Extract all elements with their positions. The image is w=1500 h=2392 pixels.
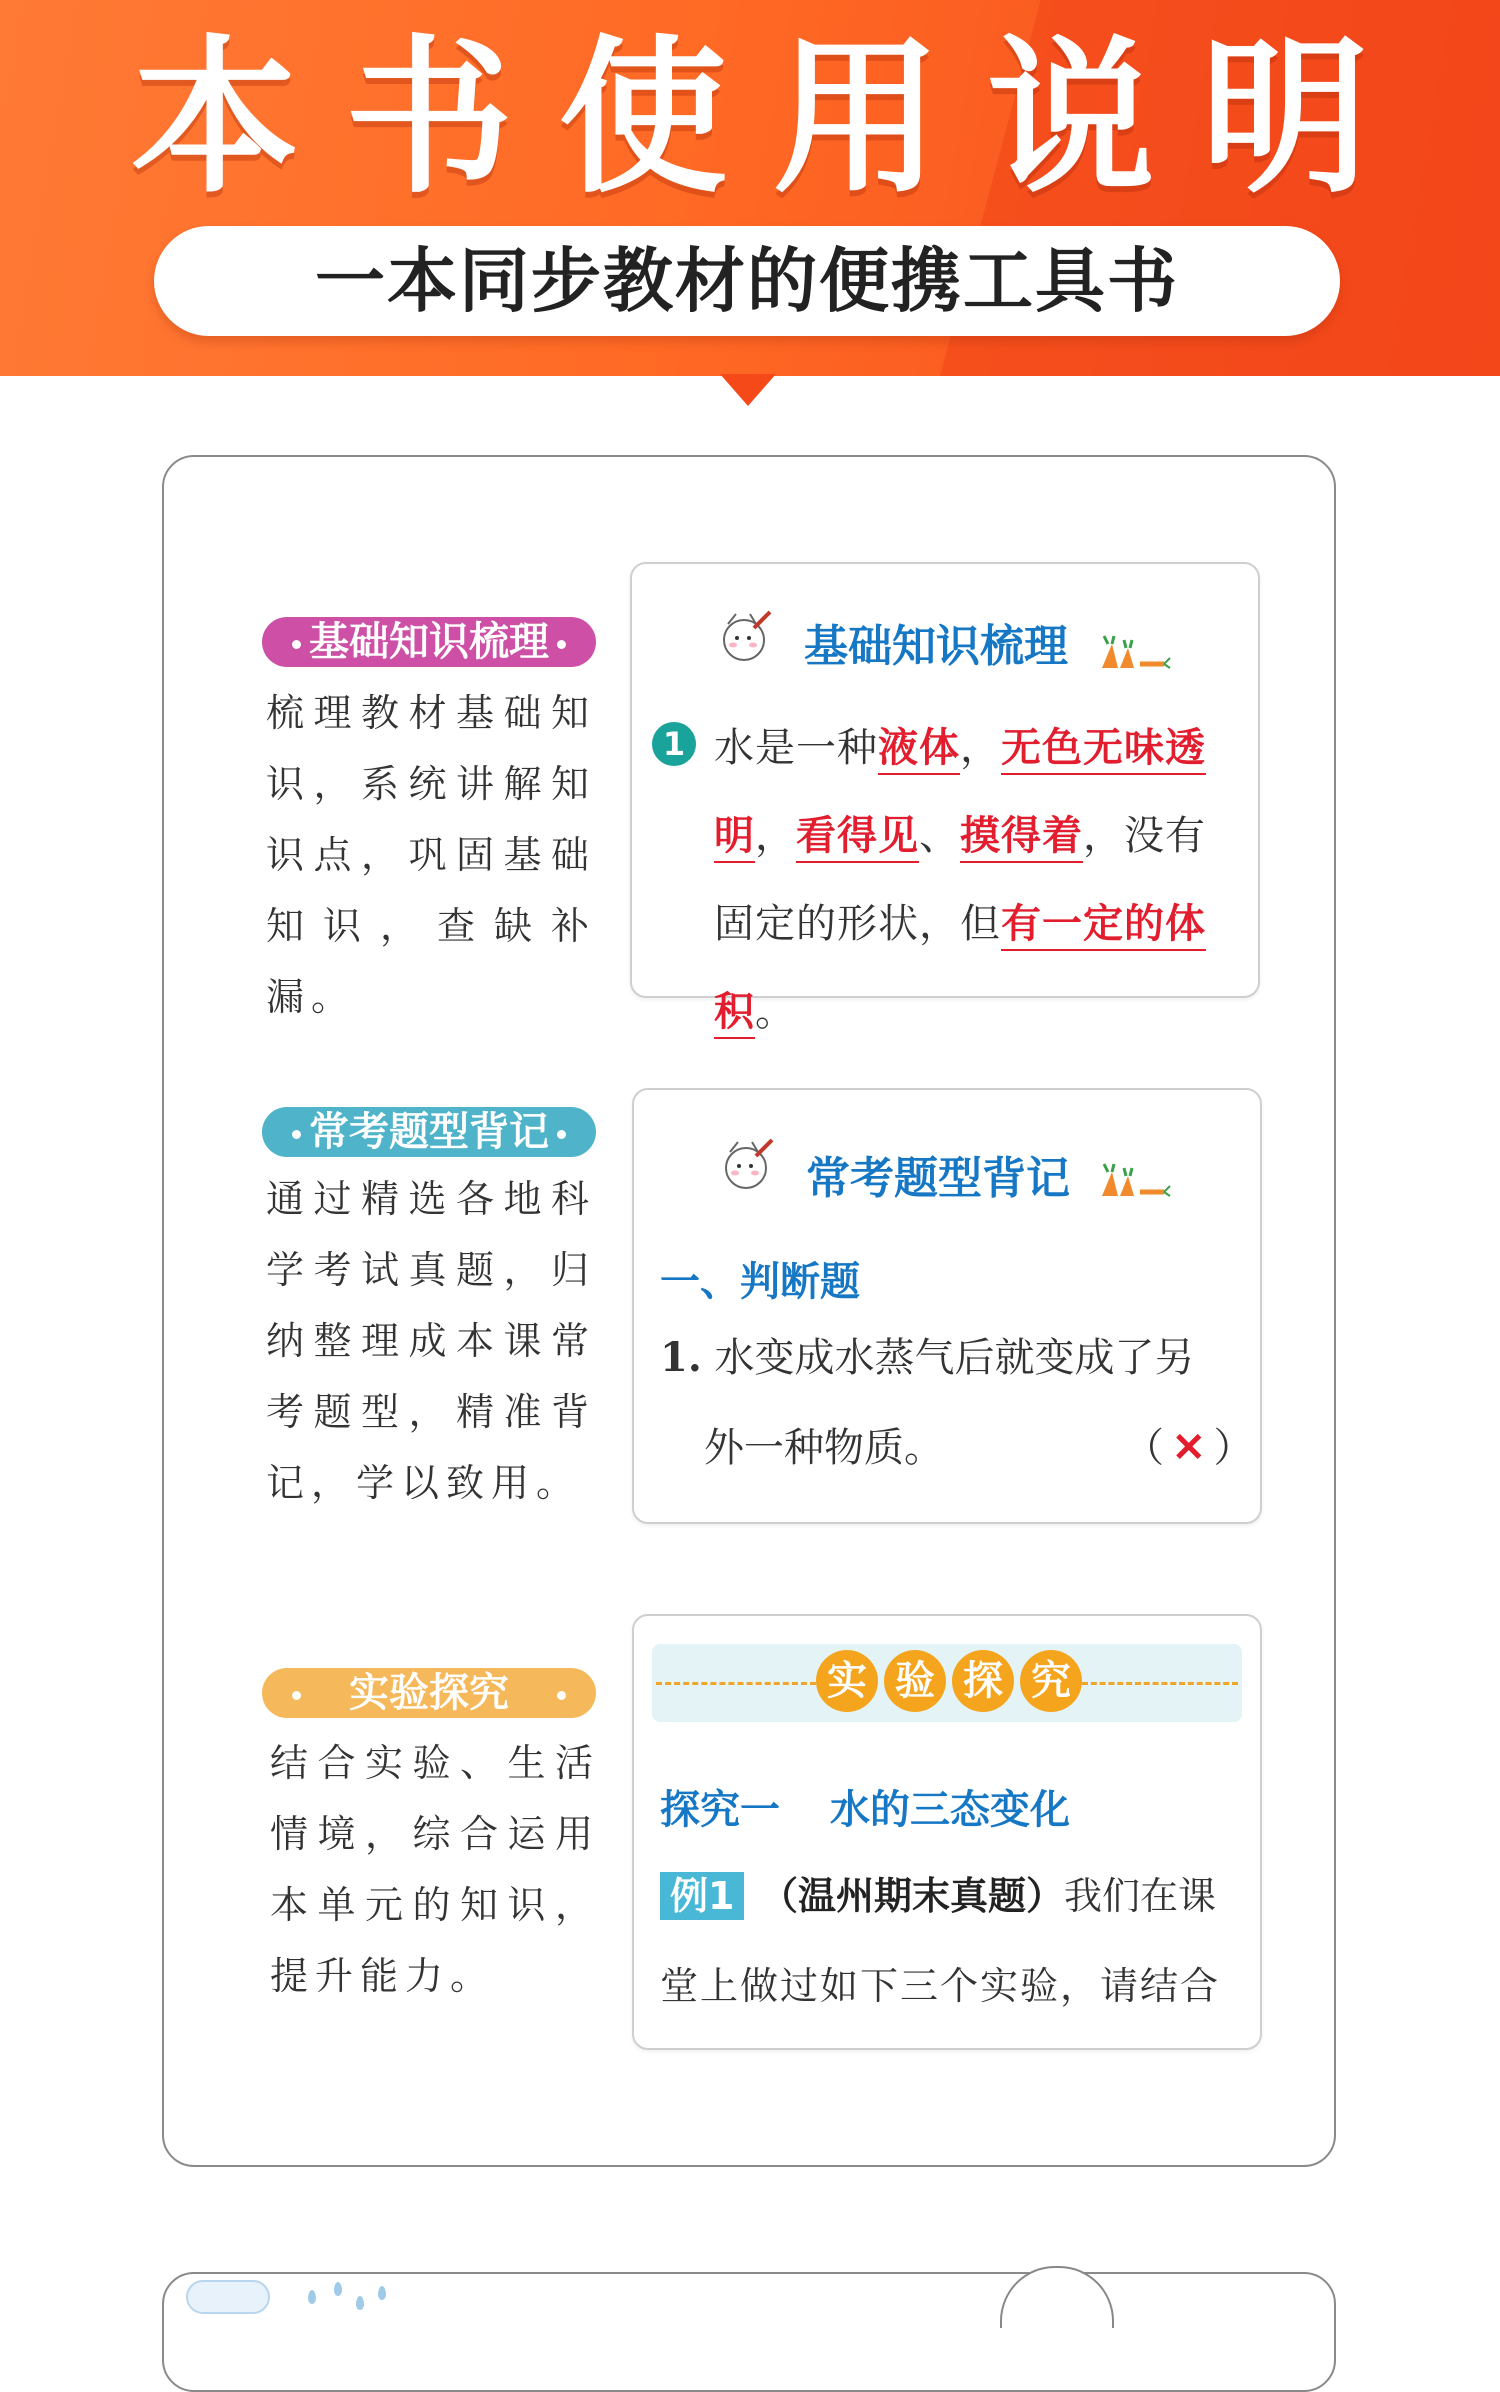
card-title: 基础知识梳理 (804, 621, 1068, 672)
sample-card-questions (632, 1088, 1262, 1524)
section-description-basics: 梳理教材基础知识，系统讲解知识点，巩固基础知识，查缺补漏。 (266, 691, 596, 1019)
knowledge-point-text (714, 704, 1244, 1056)
banner-char: 探 (952, 1650, 1014, 1712)
answer-fill: 无色无味透明 (714, 724, 1206, 863)
mascot-icon (722, 1136, 774, 1192)
carrot-icon (1092, 634, 1172, 674)
tag-dot (557, 1691, 566, 1700)
example-source: （温州期末真题） (760, 1874, 1065, 1918)
text-fragment: ，没有固定的形状，但 (714, 813, 1206, 947)
tag-dot (292, 640, 301, 649)
raindrop-icon (334, 2282, 342, 2296)
page-title: 本书使用说明 (131, 20, 1415, 216)
mascot-icon (720, 608, 772, 664)
text-fragment: 水是一种 (714, 725, 878, 771)
example-text: 我们在课 (1064, 1874, 1217, 1918)
carrot-icon (1092, 1162, 1172, 1202)
text-fragment: ， (960, 725, 1001, 771)
banner-char: 验 (884, 1650, 946, 1712)
banner-char: 实 (816, 1650, 878, 1712)
answer-bracket (1124, 1420, 1254, 1476)
explore-title: 水的三态变化 (830, 1787, 1070, 1833)
example-line-1 (760, 1872, 1216, 1920)
item-number-badge: 1 (652, 722, 696, 766)
question-text: 水变成水蒸气后就变成了另 (714, 1335, 1195, 1381)
section-description-experiment: 结合实验、生活情境，综合运用本单元的知识，提升能力。 (270, 1741, 600, 1998)
section-tag-questions (262, 1107, 596, 1157)
question-line-1 (660, 1330, 1194, 1386)
answer-fill: 摸得着 (960, 812, 1083, 863)
banner-char: 究 (1020, 1650, 1082, 1712)
cloud-icon (186, 2280, 270, 2314)
section-description-questions: 通过精选各地科学考试真题，归纳整理成本课常考题型，精准背记，学以致用。 (266, 1177, 596, 1505)
sample-card-experiment (632, 1614, 1262, 2050)
card-title: 常考题型背记 (806, 1153, 1070, 1204)
section-tag-label: 基础知识梳理 (309, 619, 549, 665)
section-tag-label: 实验探究 (349, 1670, 509, 1716)
banner-dashed-line (656, 1682, 816, 1685)
page-subtitle: 一本同步教材的便携工具书 (315, 240, 1179, 322)
raindrop-icon (378, 2286, 386, 2300)
subtitle-pill (154, 226, 1340, 336)
answer-fill: 有一定的体积 (714, 900, 1206, 1039)
banner-dashed-line (1082, 1682, 1238, 1685)
answer-mark-icon: ✕ (1172, 1424, 1206, 1471)
answer-fill: 液体 (878, 724, 960, 775)
bracket-open: （ (1124, 1425, 1164, 1471)
text-fragment: 。 (755, 989, 796, 1035)
section-tag-experiment (262, 1668, 596, 1718)
raindrop-icon (356, 2296, 364, 2310)
sample-card-basics (630, 562, 1260, 1035)
question-type-heading: 一、判断题 (660, 1259, 860, 1305)
section-tag-basics (262, 617, 596, 667)
bracket-close: ） (1213, 1425, 1254, 1471)
example-line-2: 堂上做过如下三个实验，请结合 (660, 1964, 1221, 2008)
tag-dot (557, 640, 566, 649)
answer-fill: 看得见 (796, 812, 919, 863)
question-line-2: 外一种物质。 (704, 1425, 944, 1471)
tag-dot (292, 1130, 301, 1139)
question-number: 1. (660, 1334, 702, 1381)
header-banner (0, 0, 1500, 376)
header-pointer-notch (720, 374, 776, 406)
raindrop-icon (308, 2290, 316, 2304)
text-fragment: 、 (919, 813, 960, 859)
example-tag: 例1 (660, 1872, 744, 1920)
text-fragment: ， (755, 813, 796, 859)
tag-dot (292, 1691, 301, 1700)
section-tag-label: 常考题型背记 (309, 1109, 549, 1155)
explore-label: 探究一 (660, 1787, 780, 1833)
experiment-banner (652, 1644, 1242, 1722)
tag-dot (557, 1130, 566, 1139)
